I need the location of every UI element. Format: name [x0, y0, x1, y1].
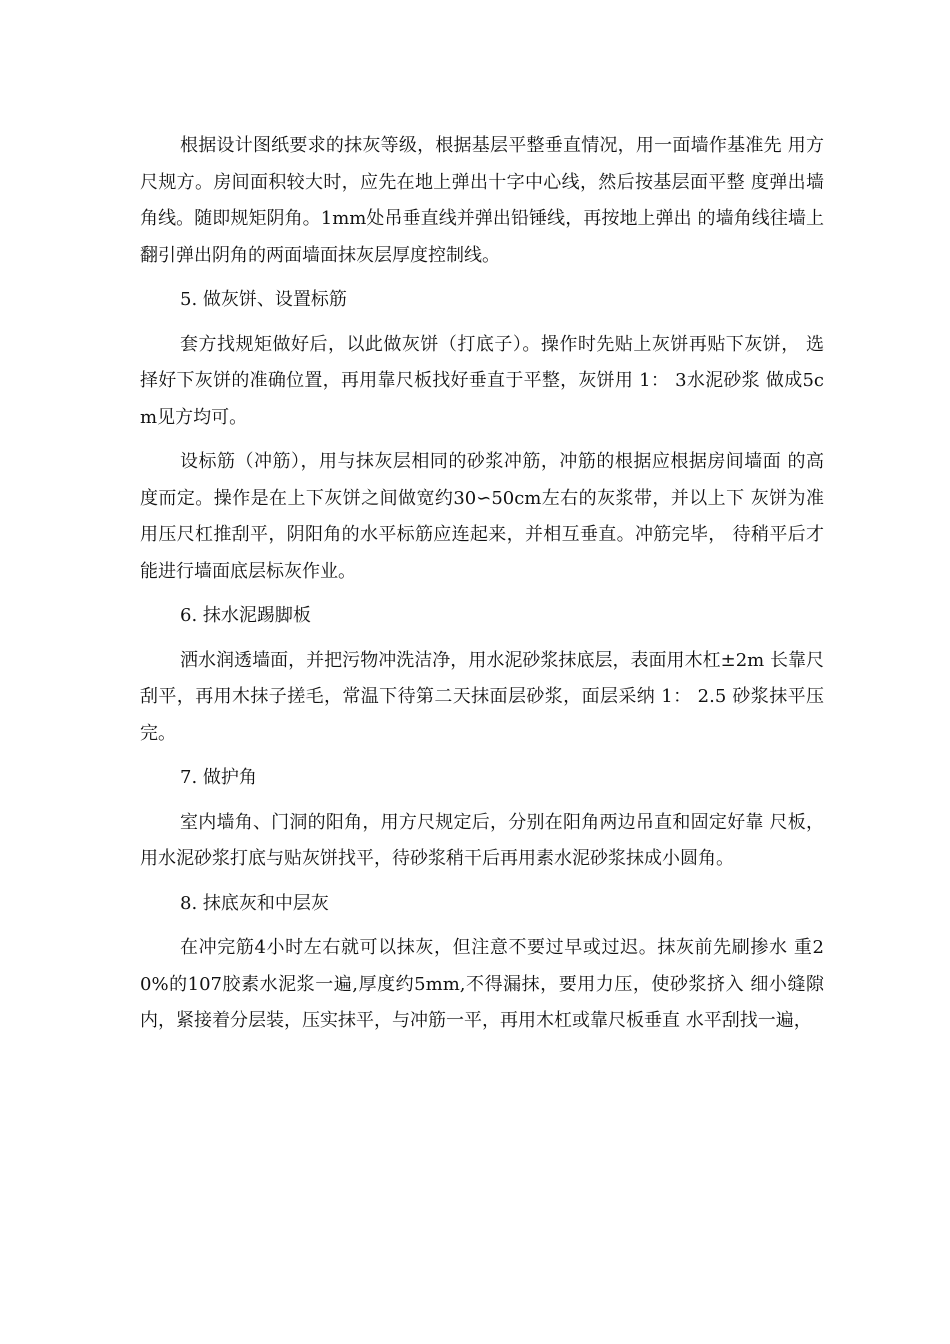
paragraph-plaster-cakes: 套方找规矩做好后，以此做灰饼（打底子）。操作时先贴上灰饼再贴下灰饼， 选择好下灰饼的准确位置，再用靠尺板找好垂直于平整，灰饼用 1： 3水泥砂浆 做成5cm见方均可。 [140, 333, 824, 428]
heading-section-8: 8. 抹底灰和中层灰 [180, 892, 329, 914]
heading-section-6: 6. 抹水泥踢脚板 [180, 605, 311, 626]
heading-section-5: 5. 做灰饼、设置标筋 [180, 289, 347, 310]
paragraph-screed-strips: 设标筋（冲筋），用与抹灰层相同的砂浆冲筋，冲筋的根据应根据房间墙面 的高度而定。操作是在上下灰饼之间做宽约30∽50cm左右的灰浆带，并以上下 灰饼为准用压尺杠推刮平，阴阳角的水平标筋应连起来，并相互垂直。冲筋完毕， 待稍平后才能进行墙面底层标灰作业。 [140, 451, 824, 582]
paragraph-squaring: 根据设计图纸要求的抹灰等级，根据基层平整垂直情况，用一面墙作基准先 用方尺规方。房间面积较大时，应先在地上弹出十字中心线，然后按基层面平整 度弹出墙角线。随即规矩阴角。1mm处吊垂直线并弹出铅锤线，再按地上弹出 的墙角线往墙上翻引弹出阴角的两面墙面抹灰层厚度控制线。 [140, 135, 824, 266]
paragraph-base-coat: 在冲完筋4小时左右就可以抹灰，但注意不要过早或过迟。抹灰前先刷掺水 重20%的107胶素水泥浆一遍,厚度约5mm,不得漏抹，要用力压，使砂浆挤入 细小缝隙内，紧接着分层装，压实抹平，与冲筋一平，再用木杠或靠尺板垂直 水平刮找一遍， [140, 937, 824, 1031]
document-body [140, 128, 824, 1040]
paragraph-skirting: 洒水润透墙面，并把污物冲洗洁净，用水泥砂浆抹底层，表面用木杠±2m 长靠尺刮平，再用木抹子搓毛，常温下待第二天抹面层砂浆，面层采纳 1： 2.5 砂浆抹平压完。 [140, 649, 824, 744]
heading-section-7: 7. 做护角 [180, 767, 257, 788]
paragraph-gap [140, 436, 824, 444]
paragraph-corner-guard: 室内墙角、门洞的阳角，用方尺规定后，分别在阳角两边吊直和固定好靠 尺板，用水泥砂浆打底与贴灰饼找平，待砂浆稍干后再用素水泥砂浆抹成小圆角。 [140, 811, 824, 869]
